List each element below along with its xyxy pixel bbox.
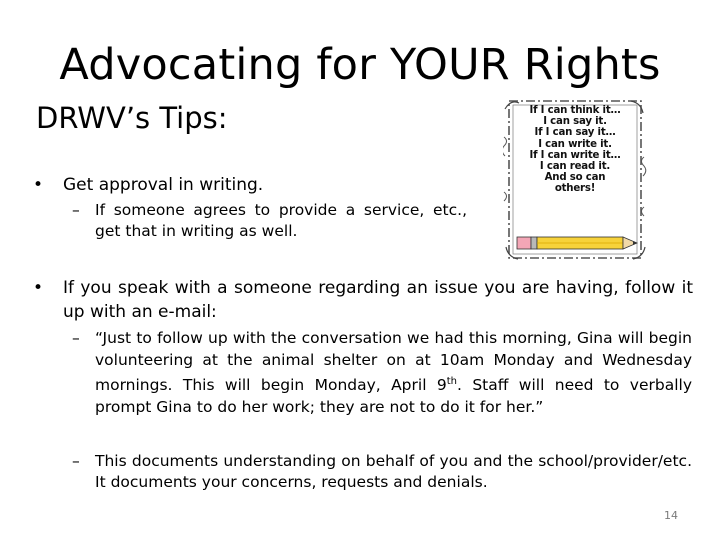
email-quote-text: [95, 328, 692, 418]
bullet-text: Get approval in writing.: [63, 175, 264, 195]
poster-line: others!: [554, 183, 596, 195]
poster-line: If I can think it…: [529, 105, 621, 116]
bullet-marker: •: [33, 278, 44, 298]
slide-title: Advocating for YOUR Rights: [59, 40, 661, 90]
poster-text: [503, 105, 647, 195]
bullet-get-approval: [33, 172, 473, 198]
sub-bullet-text: This documents understanding on behalf of you and the school/provider/etc. It documents your concerns, requests and denials.: [95, 452, 692, 491]
poster-line: I can read it.: [539, 161, 611, 173]
sub-bullet-marker: –: [72, 329, 80, 347]
pencil-icon: [517, 237, 637, 249]
writing-poster-image: [503, 97, 647, 263]
quote-part-2: . Staff will need to verbally prompt Gina to do her work; they are not to do it for her.”: [95, 376, 692, 416]
poster-line: If I can say it…: [534, 127, 616, 139]
sub-bullet-documents-understanding: [72, 451, 692, 493]
sub-bullet-marker: –: [72, 201, 80, 219]
poster-line: And so can: [544, 172, 606, 184]
sub-bullet-service-in-writing: [72, 200, 467, 242]
poster-line: I can write it.: [538, 138, 612, 150]
bullet-follow-up-email: [33, 276, 693, 324]
sub-bullet-email-quote: [72, 328, 692, 418]
quote-superscript: th: [446, 376, 458, 387]
bullet-marker: •: [33, 175, 44, 195]
quote-part-1: “Just to follow up with the conversation we had this morning, Gina will begin volunteering at the animal shelter on at 10am Monday and Wednesday mornings. This will begin Monday, April 9: [95, 329, 692, 395]
poster-line: If I can write it…: [529, 149, 621, 161]
slide-subtitle: DRWV’s Tips:: [36, 101, 228, 135]
bullet-text: If you speak with a someone regarding an issue you are having, follow it up with an e-mail:: [63, 278, 693, 322]
sub-bullet-text: If someone agrees to provide a service, etc., get that in writing as well.: [95, 201, 467, 240]
sub-bullet-marker: –: [72, 452, 80, 470]
page-number: 14: [664, 509, 678, 522]
poster-line: I can say it.: [543, 116, 607, 128]
